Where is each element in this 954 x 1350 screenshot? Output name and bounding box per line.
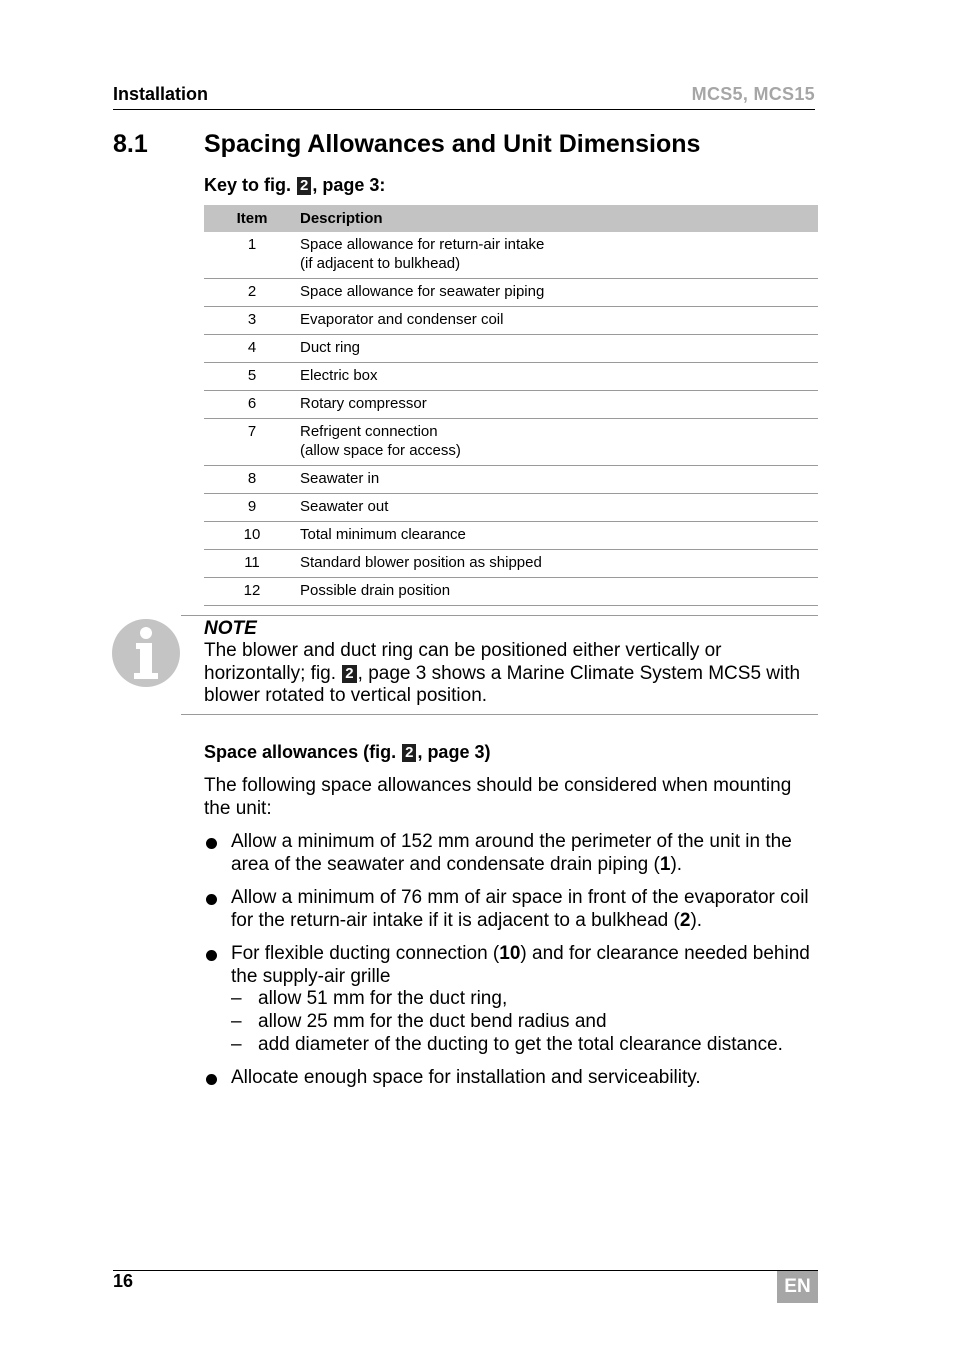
note-bottom-rule	[181, 714, 818, 715]
item-description-line: (if adjacent to bulkhead)	[300, 255, 461, 272]
page-number: 16	[113, 1271, 134, 1291]
column-header-item: Item	[204, 205, 300, 232]
table-row	[204, 550, 818, 578]
table-row	[204, 522, 818, 550]
table-row	[204, 578, 818, 606]
table-row	[204, 419, 818, 466]
table-row	[204, 232, 818, 279]
item-description: Duct ring	[300, 335, 818, 363]
list-item-text	[231, 831, 821, 876]
item-number: 2	[204, 279, 300, 307]
item-description: Total minimum clearance	[300, 522, 818, 550]
figure-number-badge: 2	[342, 665, 356, 683]
column-header-description: Description	[300, 205, 818, 232]
table-header-row	[204, 205, 818, 232]
item-description: Rotary compressor	[300, 391, 818, 419]
note-text	[204, 640, 818, 708]
dash-icon: –	[231, 988, 242, 1010]
item-number: 5	[204, 363, 300, 391]
note-text-part: The blower and duct ring can be positioned either vertically or horizontally; fig.	[204, 640, 722, 684]
header-section-label: Installation	[113, 84, 209, 104]
note-text-part: , page 3 shows a Marine Climate System MCS5 with blower rotated to vertical position.	[204, 662, 801, 707]
sub-list-item	[231, 988, 821, 1011]
dash-icon: –	[231, 1011, 242, 1033]
key-table	[204, 205, 818, 606]
table-row	[204, 307, 818, 335]
item-description: Seawater out	[300, 494, 818, 522]
note-top-rule	[181, 615, 818, 616]
item-description	[300, 232, 818, 279]
running-header	[113, 84, 815, 110]
table-row	[204, 335, 818, 363]
item-reference: 1	[659, 853, 671, 875]
footer-rule	[113, 1270, 818, 1271]
info-icon	[112, 619, 180, 687]
list-item-text-part: ).	[690, 909, 703, 931]
item-number: 9	[204, 494, 300, 522]
table-row	[204, 279, 818, 307]
item-description: Possible drain position	[300, 578, 818, 606]
key-title-prefix: Key to fig.	[204, 175, 292, 195]
item-reference: 10	[499, 943, 521, 964]
note-label: NOTE	[204, 618, 257, 639]
item-number: 11	[204, 550, 300, 578]
item-description: Space allowance for seawater piping	[300, 279, 818, 307]
item-number: 7	[204, 419, 300, 466]
dash-icon: –	[231, 1033, 242, 1055]
list-item-text	[231, 943, 821, 1057]
list-item-text-part: For flexible ducting connection (	[231, 943, 500, 964]
figure-number-badge: 2	[297, 177, 311, 195]
bullet-icon	[206, 950, 217, 961]
space-allowances-title	[204, 742, 490, 763]
table-row	[204, 363, 818, 391]
item-description: Standard blower position as shipped	[300, 550, 818, 578]
sub-list-item	[231, 1011, 821, 1034]
sub-list-item-text: allow 51 mm for the duct ring,	[258, 988, 508, 1010]
key-title-suffix: , page 3:	[312, 175, 386, 195]
key-title	[204, 175, 385, 196]
sub-list-item-text: add diameter of the ducting to get the total clearance distance.	[258, 1033, 783, 1055]
bullet-icon	[206, 1074, 217, 1085]
figure-number-badge: 2	[402, 744, 416, 762]
list-item-text-part: Allow a minimum of 76 mm of air space in front of the evaporator coil for the return-air intake if it is adjacent to a bulkhead (	[231, 887, 809, 931]
section-number: 8.1	[113, 130, 148, 158]
item-number: 12	[204, 578, 300, 606]
item-description: Evaporator and condenser coil	[300, 307, 818, 335]
space-allowances-title-suffix: , page 3)	[417, 742, 491, 762]
item-reference: 2	[679, 909, 691, 931]
item-number: 8	[204, 466, 300, 494]
header-model-label: MCS5, MCS15	[691, 84, 815, 104]
bullet-icon	[206, 838, 217, 849]
item-number: 3	[204, 307, 300, 335]
item-description	[300, 419, 818, 466]
item-description-line: Space allowance for return-air intake	[300, 236, 545, 253]
language-badge: EN	[777, 1271, 818, 1303]
sub-list-item	[231, 1034, 821, 1057]
table-row	[204, 391, 818, 419]
intro-paragraph: The following space allowances should be considered when mounting the unit:	[204, 775, 792, 819]
item-number: 6	[204, 391, 300, 419]
list-item-text-part: Allow a minimum of 152 mm around the perimeter of the unit in the area of the seawater and condensate drain piping (	[231, 831, 792, 875]
item-description-line: Refrigent connection	[300, 423, 438, 440]
item-description: Seawater in	[300, 466, 818, 494]
item-number: 1	[204, 232, 300, 279]
bullet-icon	[206, 894, 217, 905]
table-row	[204, 494, 818, 522]
list-item-text: Allocate enough space for installation and serviceability.	[231, 1067, 701, 1088]
item-description: Electric box	[300, 363, 818, 391]
section-title: Spacing Allowances and Unit Dimensions	[204, 130, 701, 158]
item-number: 10	[204, 522, 300, 550]
list-item-text-part: ) and for clearance needed behind the supply-air grille	[231, 943, 810, 987]
list-item-text	[231, 887, 821, 932]
sub-list-item-text: allow 25 mm for the duct bend radius and	[258, 1011, 607, 1033]
list-item-text-part: ).	[670, 853, 683, 875]
item-number: 4	[204, 335, 300, 363]
item-description-line: (allow space for access)	[300, 442, 461, 459]
space-allowances-title-prefix: Space allowances (fig.	[204, 742, 397, 762]
table-row	[204, 466, 818, 494]
